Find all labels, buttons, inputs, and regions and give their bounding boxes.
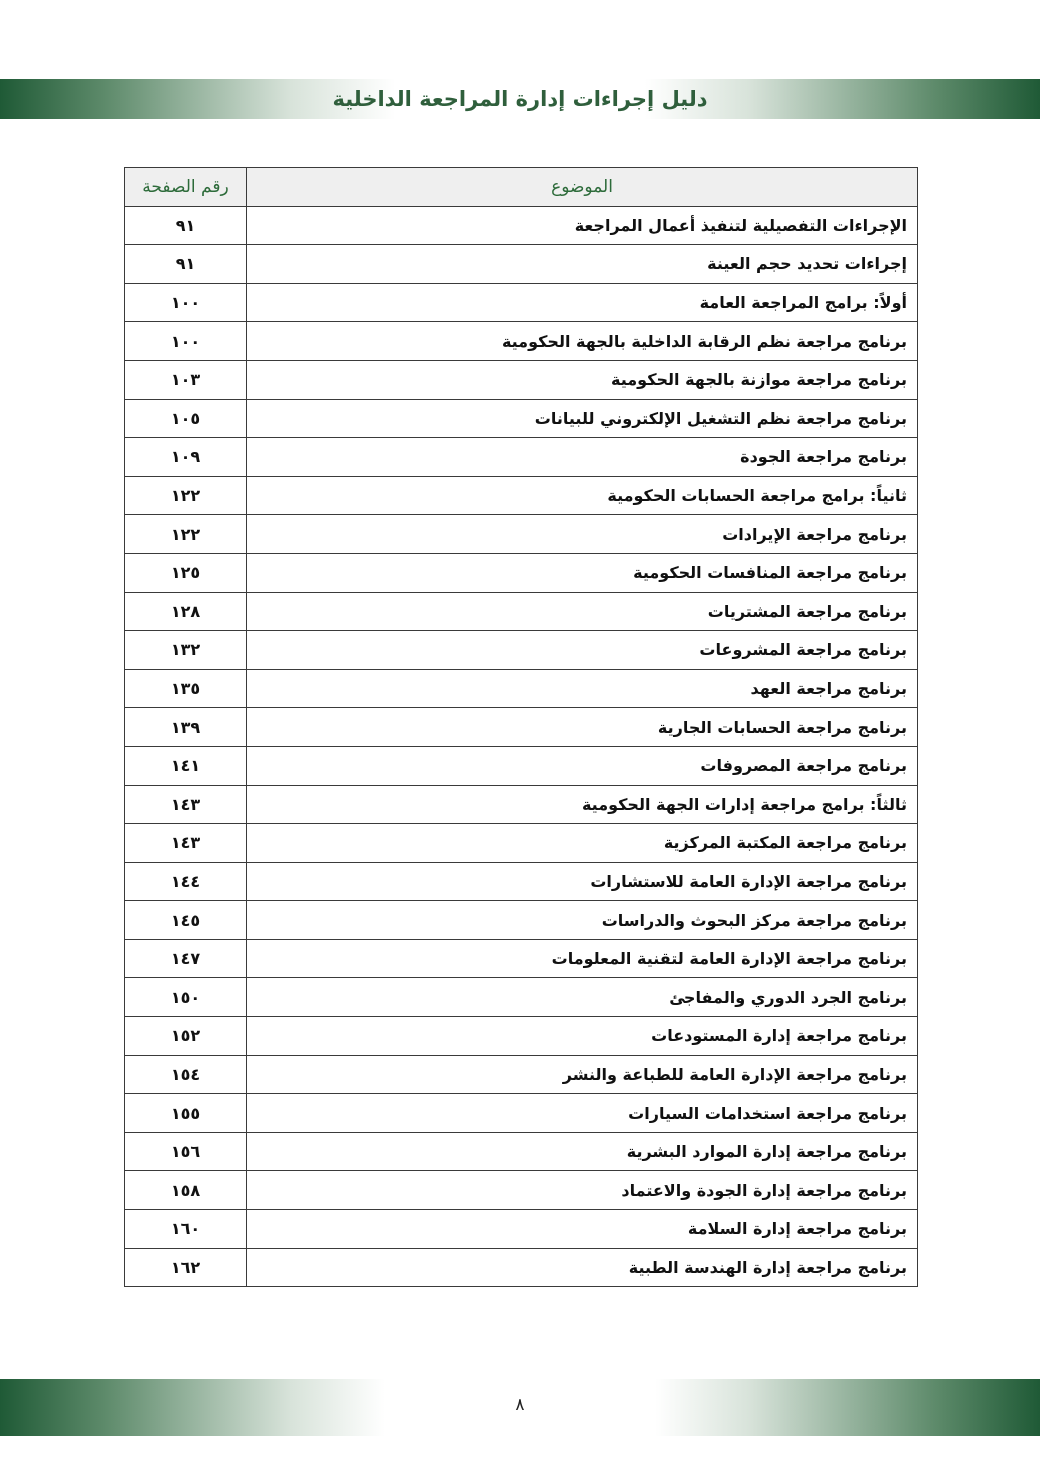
table-row	[125, 206, 918, 245]
table-row	[125, 1171, 918, 1210]
table-row	[125, 1132, 918, 1171]
table-header-row	[125, 168, 918, 207]
table-body	[125, 206, 918, 1287]
toc-topic: برنامج الجرد الدوري والمفاجئ	[247, 978, 918, 1017]
table-row	[125, 283, 918, 322]
toc-topic: برنامج مراجعة إدارة الجودة والاعتماد	[247, 1171, 918, 1210]
toc-topic: برنامج مراجعة موازنة بالجهة الحكومية	[247, 360, 918, 399]
table-row	[125, 631, 918, 670]
toc-topic: برنامج مراجعة المنافسات الحكومية	[247, 553, 918, 592]
table-row	[125, 746, 918, 785]
table-row	[125, 978, 918, 1017]
table-row	[125, 824, 918, 863]
toc-topic: إجراءات تحديد حجم العينة	[247, 245, 918, 284]
table-row	[125, 399, 918, 438]
page-column-header: رقم الصفحة	[125, 168, 247, 207]
toc-topic: أولاً: برامج المراجعة العامة	[247, 283, 918, 322]
toc-topic: برنامج مراجعة إدارة السلامة	[247, 1210, 918, 1249]
toc-page-number: ١٠٠	[125, 283, 247, 322]
toc-topic: برنامج مراجعة إدارة الهندسة الطبية	[247, 1248, 918, 1287]
table-row	[125, 708, 918, 747]
toc-page-number: ١٤٥	[125, 901, 247, 940]
toc-page-number: ٩١	[125, 206, 247, 245]
toc-page-number: ١٤٤	[125, 862, 247, 901]
table-row	[125, 322, 918, 361]
toc-page-number: ١٥٦	[125, 1132, 247, 1171]
toc-page-number: ١٥٤	[125, 1055, 247, 1094]
toc-topic: ثانياً: برامج مراجعة الحسابات الحكومية	[247, 476, 918, 515]
toc-topic: برنامج مراجعة الجودة	[247, 438, 918, 477]
toc-page-number: ١٤٣	[125, 785, 247, 824]
table-row	[125, 592, 918, 631]
toc-topic: برنامج مراجعة الإدارة العامة للاستشارات	[247, 862, 918, 901]
table-row	[125, 785, 918, 824]
toc-page-number: ١٢٢	[125, 515, 247, 554]
document-title: دليل إجراءات إدارة المراجعة الداخلية	[332, 87, 708, 111]
toc-topic: برنامج مراجعة استخدامات السيارات	[247, 1094, 918, 1133]
table-row	[125, 862, 918, 901]
toc-page-number: ١٢٢	[125, 476, 247, 515]
table-row	[125, 669, 918, 708]
toc-page-number: ١٥٢	[125, 1017, 247, 1056]
toc-topic: الإجراءات التفصيلية لتنفيذ أعمال المراجعة	[247, 206, 918, 245]
table-row	[125, 360, 918, 399]
table-row	[125, 245, 918, 284]
toc-page-number: ١٦٠	[125, 1210, 247, 1249]
page-number: ٨	[515, 1395, 525, 1415]
table-row	[125, 901, 918, 940]
toc-page-number: ١٦٢	[125, 1248, 247, 1287]
toc-topic: برنامج مراجعة إدارة المستودعات	[247, 1017, 918, 1056]
toc-page-number: ١٤١	[125, 746, 247, 785]
table-row	[125, 1017, 918, 1056]
table-row	[125, 1055, 918, 1094]
table-row	[125, 515, 918, 554]
table-row	[125, 476, 918, 515]
table-row	[125, 1248, 918, 1287]
toc-page-number: ١٢٨	[125, 592, 247, 631]
table-row	[125, 553, 918, 592]
toc-page-number: ٩١	[125, 245, 247, 284]
toc-topic: برنامج مراجعة الإدارة العامة للطباعة والنشر	[247, 1055, 918, 1094]
table-row	[125, 939, 918, 978]
toc-topic: برنامج مراجعة الحسابات الجارية	[247, 708, 918, 747]
toc-page-number: ١٣٢	[125, 631, 247, 670]
toc-topic: برنامج مراجعة العهد	[247, 669, 918, 708]
toc-page-number: ١٣٩	[125, 708, 247, 747]
toc-page-number: ١٤٧	[125, 939, 247, 978]
toc-page-number: ١٣٥	[125, 669, 247, 708]
toc-page-number: ١٢٥	[125, 553, 247, 592]
table-row	[125, 1210, 918, 1249]
table-of-contents	[124, 167, 918, 1287]
toc-topic: برنامج مراجعة نظم التشغيل الإلكتروني للبيانات	[247, 399, 918, 438]
toc-topic: برنامج مراجعة إدارة الموارد البشرية	[247, 1132, 918, 1171]
toc-page-number: ١٠٠	[125, 322, 247, 361]
toc-topic: برنامج مراجعة نظم الرقابة الداخلية بالجهة الحكومية	[247, 322, 918, 361]
toc-topic: برنامج مراجعة الإدارة العامة لتقنية المعلومات	[247, 939, 918, 978]
table-row	[125, 438, 918, 477]
toc-page-number: ١٠٣	[125, 360, 247, 399]
table-row	[125, 1094, 918, 1133]
toc-topic: برنامج مراجعة المشتريات	[247, 592, 918, 631]
toc-page-number: ١٥٥	[125, 1094, 247, 1133]
toc-topic: برنامج مراجعة الإيرادات	[247, 515, 918, 554]
toc-topic: ثالثاً: برامج مراجعة إدارات الجهة الحكومية	[247, 785, 918, 824]
toc-page-number: ١٥٨	[125, 1171, 247, 1210]
topic-column-header: الموضوع	[247, 168, 918, 207]
toc-page-number: ١٤٣	[125, 824, 247, 863]
toc-page-number: ١٠٥	[125, 399, 247, 438]
toc-topic: برنامج مراجعة المشروعات	[247, 631, 918, 670]
toc-topic: برنامج مراجعة المصروفات	[247, 746, 918, 785]
toc-topic: برنامج مراجعة مركز البحوث والدراسات	[247, 901, 918, 940]
toc-topic: برنامج مراجعة المكتبة المركزية	[247, 824, 918, 863]
toc-page-number: ١٠٩	[125, 438, 247, 477]
toc-page-number: ١٥٠	[125, 978, 247, 1017]
